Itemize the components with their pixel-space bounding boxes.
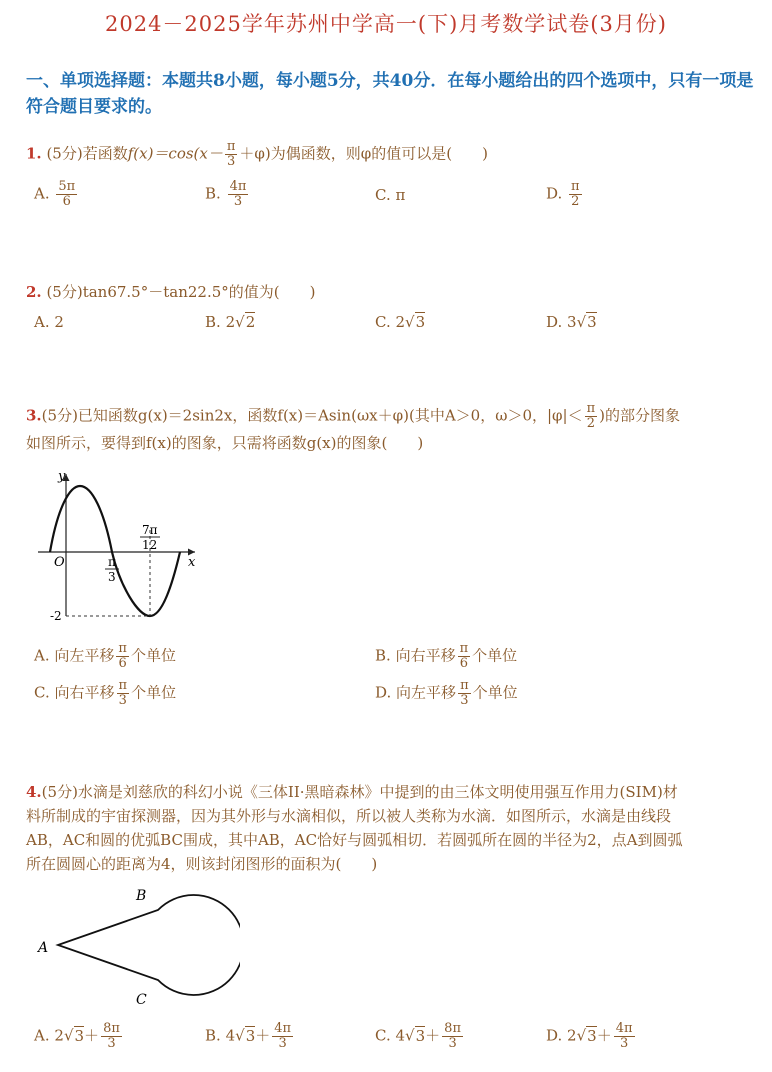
origin-label: O <box>54 555 65 570</box>
q3-option-c[interactable]: C. 向右平移 $\frac{\pi}{3}$ 个单位 <box>34 678 177 708</box>
q3-option-b[interactable]: B. 向右平移 $\frac{\pi}{6}$ 个单位 <box>375 641 518 671</box>
question-number: 4. <box>26 783 42 801</box>
q1-option-d[interactable]: D. $\frac{\pi}{2}$ <box>546 179 580 209</box>
question-text: (5分)tan67.5°－tan22.5°的值为( ) <box>46 283 316 301</box>
question-text-1: (5分)已知函数g(x)＝2sin2x，函数f(x)＝Asin(ωx＋φ)(其中A＞0，ω＞0，|φ|＜ <box>41 406 583 425</box>
q1-option-a[interactable]: A. $\frac{5\pi}{6}$ <box>34 179 76 209</box>
waterdrop-shape <box>58 895 240 995</box>
section-heading: 一、单项选择题：本题共8小题，每小题5分，共40分．在每小题给出的四个选项中，只有一项是符合题目要求的。 <box>26 71 754 117</box>
question-text-4: 所在圆圆心的距离为4，则该封闭图形的面积为( ) <box>26 855 378 873</box>
y-label: y <box>58 469 66 484</box>
question-number: 1. <box>26 144 42 163</box>
function-expr: f(x)＝cos(x－ <box>127 144 223 163</box>
min-label: -2 <box>50 609 62 623</box>
tick-pi: π <box>108 555 116 569</box>
tick-3: 3 <box>108 570 116 584</box>
q4-option-a[interactable]: A. 2√3＋ $\frac{8\pi}{3}$ <box>34 1021 120 1051</box>
point-b: B <box>136 888 147 904</box>
tick-7pi: 7π <box>142 523 158 537</box>
tick-12: 12 <box>142 538 158 552</box>
q4-option-c[interactable]: C. 4√3＋ $\frac{8\pi}{3}$ <box>375 1021 461 1051</box>
point-c: C <box>136 992 147 1008</box>
question-text-3: AB，AC和圆的优弧BC围成，其中AB，AC恰好与圆弧相切．若圆弧所在圆的半径为2，点A到圆弧 <box>26 831 683 849</box>
q4-option-d[interactable]: D. 2√3＋ $\frac{4\pi}{3}$ <box>546 1021 633 1051</box>
question-text-2: 料所制成的宇宙探测器，因为其外形与水滴相似，所以被人类称为水滴．如图所示，水滴是由线段 <box>26 807 672 825</box>
point-a: A <box>38 940 49 956</box>
question-text: (5分)若函数 <box>46 144 128 163</box>
question-text-2: 如图所示，要得到f(x)的图象，只需将函数g(x)的图象( ) <box>26 434 424 452</box>
question-number: 2. <box>26 283 42 301</box>
question-text-end: ＋φ)为偶函数，则φ的值可以是( ) <box>239 144 488 163</box>
q2-option-b[interactable]: B. 2√2 <box>205 313 256 331</box>
q3-option-a[interactable]: A. 向左平移 $\frac{\pi}{6}$ 个单位 <box>34 641 176 671</box>
question-3: 3.(5分)已知函数g(x)＝2sin2x，函数f(x)＝Asin(ωx＋φ)(其中A＞0，ω＞0，|φ|＜ $\frac{\pi}{2}$ )的部分图象 如图所示，要得到f(x)的图象，只需将函数g(x)的图象( ) <box>26 402 754 455</box>
question-4 <box>26 780 754 876</box>
q2-option-d[interactable]: D. 3√3 <box>546 313 597 331</box>
page-title: 2024－2025学年苏州中学高一(下)月考数学试卷(3月份) <box>104 12 668 36</box>
q1-option-c[interactable]: C. π <box>375 186 406 204</box>
sine-graph <box>30 466 210 626</box>
question-1 <box>26 140 754 169</box>
q2-option-a[interactable]: A. 2 <box>34 313 64 331</box>
q4-option-b[interactable]: B. 4√3＋ $\frac{4\pi}{3}$ <box>205 1021 292 1051</box>
waterdrop-figure <box>30 880 240 1015</box>
q3-option-d[interactable]: D. 向左平移 $\frac{\pi}{3}$ 个单位 <box>375 678 518 708</box>
x-label: x <box>188 555 196 570</box>
q2-option-c[interactable]: C. 2√3 <box>375 313 426 331</box>
fraction: $\frac{\pi}{3}$ <box>226 139 236 169</box>
question-number: 3. <box>26 406 42 425</box>
question-text-1: (5分)水滴是刘慈欣的科幻小说《三体II·黑暗森林》中提到的由三体文明使用强互作用力(SIM)材 <box>41 783 678 801</box>
q1-option-b[interactable]: B. $\frac{4\pi}{3}$ <box>205 179 247 209</box>
question-2 <box>26 280 754 304</box>
sine-curve <box>50 486 180 616</box>
